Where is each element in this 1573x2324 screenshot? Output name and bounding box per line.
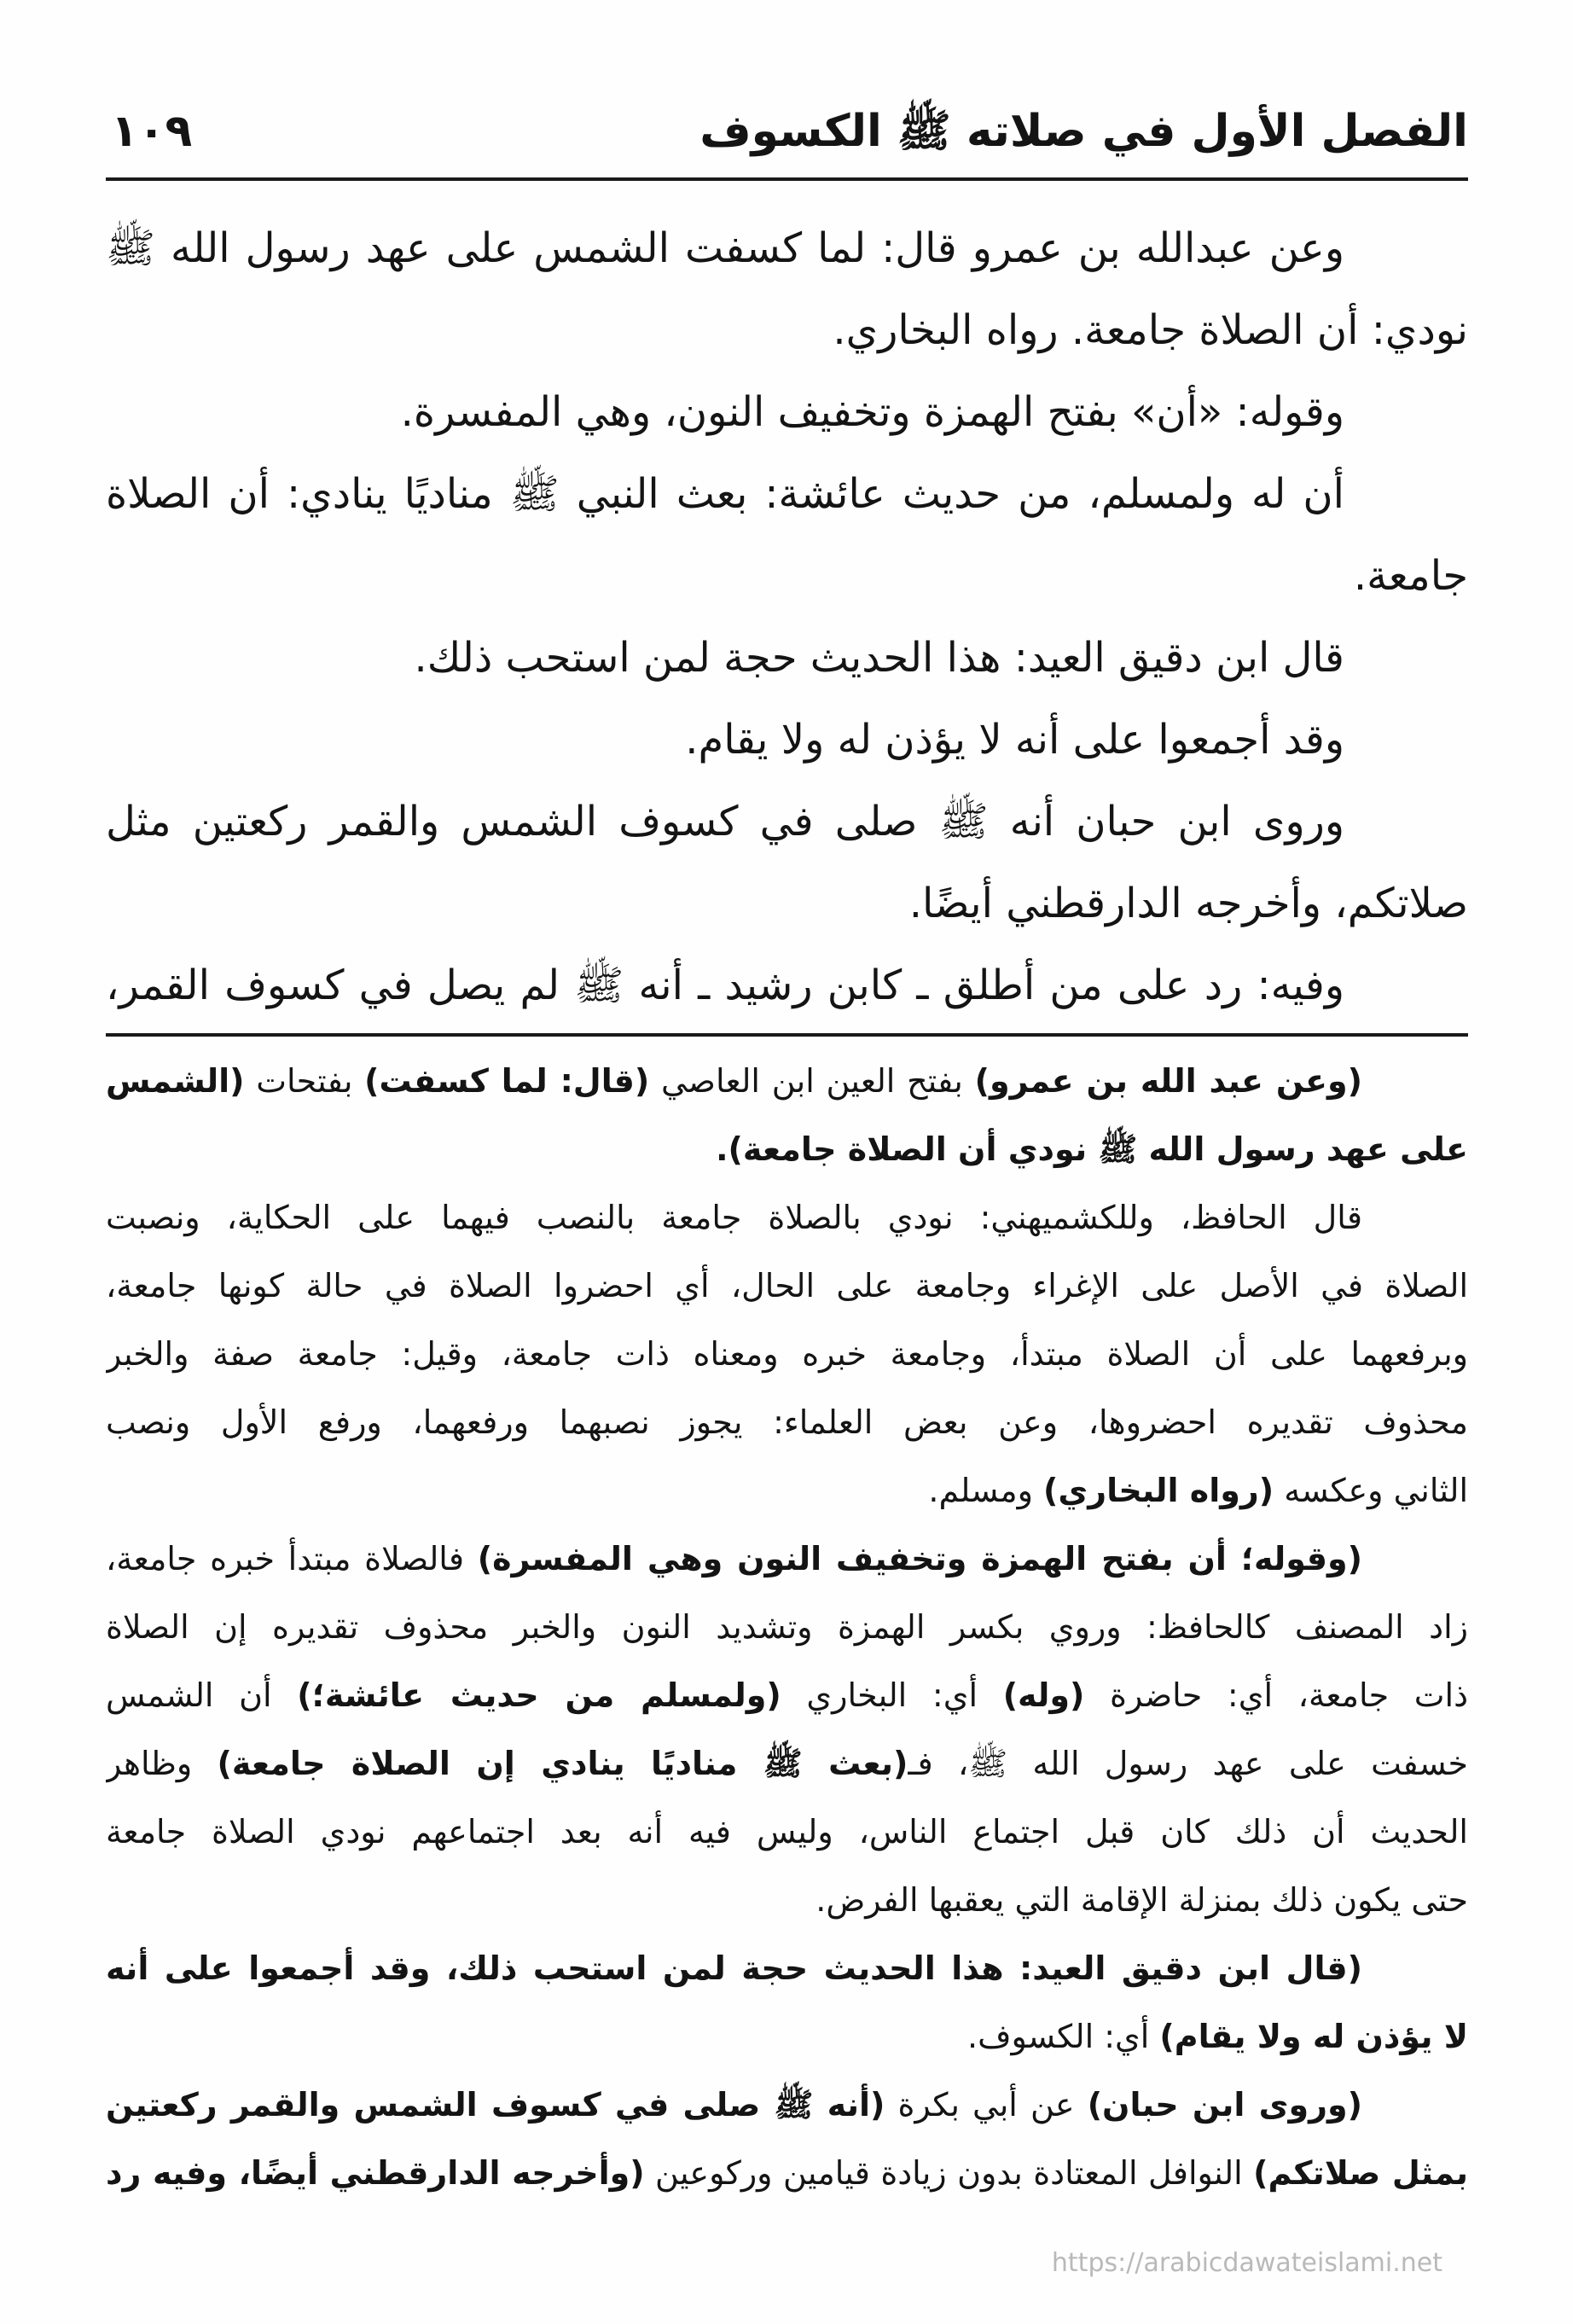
commentary-text: أي: الكسوف. bbox=[967, 2018, 1160, 2055]
commentary-block bbox=[106, 1047, 1468, 2207]
commentary-text: الصلاة في الأصل على الإغراء وجامعة على الحال، أي احضروا الصلاة في حالة كونها جامعة، bbox=[106, 1267, 1468, 1304]
main-text-line: وقد أجمعوا على أنه لا يؤذن له ولا يقام. bbox=[685, 716, 1344, 764]
main-text-line: وروى ابن حبان أنه ﷺ صلى في كسوف الشمس والقمر ركعتين مثل bbox=[106, 798, 1344, 845]
commentary-text: ومسلم. bbox=[928, 1472, 1044, 1509]
commentary-text: النوافل المعتادة بدون زيادة قيامين وركوعين bbox=[644, 2154, 1254, 2192]
page-number: ١٠٩ bbox=[111, 106, 193, 157]
commentary-line bbox=[106, 2139, 1468, 2207]
matn-quote: (قال ابن دقيق العيد: هذا الحديث حجة لمن استحب ذلك، وقد أجمعوا على أنه bbox=[106, 1949, 1362, 1987]
commentary-text: زاد المصنف كالحافظ: وروي بكسر الهمزة وتشديد النون والخبر محذوف تقديره إن الصلاة bbox=[106, 1608, 1468, 1646]
commentary-line bbox=[106, 1388, 1468, 1456]
commentary-line bbox=[106, 1252, 1468, 1320]
matn-quote: على عهد رسول الله ﷺ نودي أن الصلاة جامعة). bbox=[716, 1130, 1468, 1168]
matn-quote: (رواه البخاري) bbox=[1043, 1472, 1274, 1509]
commentary-line bbox=[106, 1729, 1468, 1798]
commentary-line bbox=[106, 2002, 1468, 2071]
commentary-text: عن أبي بكرة bbox=[885, 2086, 1088, 2124]
commentary-text: ذات جامعة، أي: حاضرة bbox=[1084, 1676, 1468, 1714]
commentary-line bbox=[106, 1456, 1468, 1525]
commentary-line bbox=[106, 1525, 1468, 1593]
matn-quote: لا يؤذن له ولا يقام) bbox=[1159, 2018, 1468, 2055]
commentary-text: وظاهر bbox=[106, 1745, 218, 1782]
matn-quote: (وقوله؛ أن بفتح الهمزة وتخفيف النون وهي المفسرة) bbox=[477, 1540, 1362, 1577]
matn-quote: (ولمسلم من حديث عائشة؛) bbox=[297, 1676, 781, 1714]
commentary-line bbox=[106, 1320, 1468, 1388]
commentary-line bbox=[106, 1047, 1468, 1115]
matn-quote: (قال: لما كسفت) bbox=[364, 1062, 650, 1100]
commentary-text: أي: البخاري bbox=[781, 1676, 1003, 1714]
commentary-text: خسفت على عهد رسول الله ﷺ، فـ bbox=[908, 1745, 1468, 1782]
header-rule bbox=[106, 177, 1468, 181]
commentary-text: قال الحافظ، وللكشميهني: نودي بالصلاة جامعة بالنصب فيهما على الحكاية، ونصبت bbox=[106, 1199, 1362, 1236]
running-header-title: الفصل الأول في صلاته ﷺ الكسوف bbox=[699, 106, 1468, 157]
commentary-text: فالصلاة مبتدأ خبره جامعة، bbox=[106, 1540, 478, 1577]
commentary-text: بفتحات bbox=[244, 1062, 365, 1100]
commentary-line bbox=[106, 1115, 1468, 1183]
commentary-text: أن الشمس bbox=[106, 1676, 298, 1714]
footnote-separator bbox=[106, 1033, 1468, 1037]
matn-quote: (الشمس bbox=[106, 1062, 245, 1100]
matn-quote: (وروى ابن حبان) bbox=[1087, 2086, 1362, 2124]
commentary-text: بفتح العين ابن العاصي bbox=[649, 1062, 975, 1100]
matn-quote: (وله) bbox=[1002, 1676, 1085, 1714]
commentary-line bbox=[106, 1798, 1468, 1866]
main-text-line: نودي: أن الصلاة جامعة. رواه البخاري. bbox=[833, 306, 1468, 354]
commentary-line bbox=[106, 1661, 1468, 1729]
commentary-line bbox=[106, 1866, 1468, 1934]
matn-quote: (وعن عبد الله بن عمرو) bbox=[974, 1062, 1362, 1100]
main-text-block bbox=[106, 207, 1468, 1026]
main-text-line: أن له ولمسلم، من حديث عائشة: بعث النبي ﷺ مناديًا ينادي: أن الصلاة bbox=[106, 470, 1344, 518]
commentary-line bbox=[106, 1183, 1468, 1252]
commentary-text: محذوف تقديره احضروها، وعن بعض العلماء: يجوز نصبهما ورفعهما، ورفع الأول ونصب bbox=[106, 1403, 1468, 1441]
commentary-text: حتى يكون ذلك بمنزلة الإقامة التي يعقبها الفرض. bbox=[816, 1881, 1468, 1919]
main-text-line: جامعة. bbox=[1353, 552, 1468, 600]
matn-quote: بمثل صلاتكم) bbox=[1253, 2154, 1468, 2192]
watermark-url: https://arabicdawateislami.net bbox=[1051, 2248, 1442, 2278]
main-text-line: وقوله: «أن» بفتح الهمزة وتخفيف النون، وهي المفسرة. bbox=[400, 388, 1344, 436]
main-text-line: قال ابن دقيق العيد: هذا الحديث حجة لمن استحب ذلك. bbox=[414, 634, 1344, 682]
commentary-line bbox=[106, 1593, 1468, 1661]
matn-quote: (أنه ﷺ صلى في كسوف الشمس والقمر ركعتين bbox=[106, 2086, 885, 2124]
main-text-line: وفيه: رد على من أطلق ـ كابن رشيد ـ أنه ﷺ لم يصل في كسوف القمر، bbox=[106, 962, 1344, 1009]
commentary-text: الحديث أن ذلك كان قبل اجتماع الناس، وليس فيه أنه بعد اجتماعهم نودي الصلاة جامعة bbox=[106, 1813, 1468, 1850]
commentary-line bbox=[106, 2071, 1468, 2139]
commentary-line bbox=[106, 1934, 1468, 2002]
commentary-text: وبرفعهما على أن الصلاة مبتدأ، وجامعة خبره ومعناه ذات جامعة، وقيل: جامعة صفة والخبر bbox=[106, 1335, 1468, 1373]
matn-quote: (وأخرجه الدارقطني أيضًا، وفيه رد bbox=[106, 2154, 645, 2192]
main-text-line: وعن عبدالله بن عمرو قال: لما كسفت الشمس على عهد رسول الله ﷺ bbox=[106, 224, 1344, 272]
main-text-line: صلاتكم، وأخرجه الدارقطني أيضًا. bbox=[908, 880, 1468, 927]
matn-quote: (بعث ﷺ مناديًا ينادي إن الصلاة جامعة) bbox=[217, 1745, 908, 1782]
commentary-text: الثاني وعكسه bbox=[1274, 1472, 1468, 1509]
